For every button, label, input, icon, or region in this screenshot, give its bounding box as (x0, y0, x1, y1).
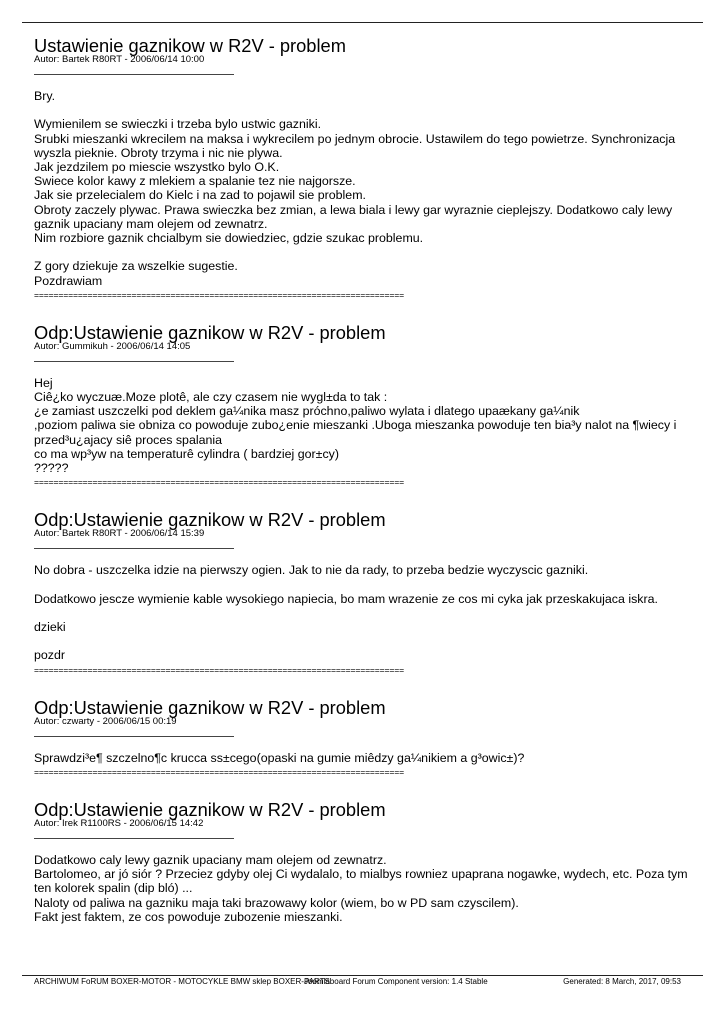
post-author-date: Autor: Gummikuh - 2006/06/14 14:05 (34, 340, 191, 352)
page-footer (34, 977, 691, 989)
post-body: Sprawdzi³e¶ szczelno¶c krucca ss±cego(opaski na gumie miêdzy ga¼nikiem a g³owic±)? (34, 750, 525, 765)
title-divider (34, 548, 234, 549)
post-title: Odp:Ustawienie gaznikow w R2V - problem (34, 696, 386, 718)
post-author-date: Autor: czwarty - 2006/06/15 00:19 (34, 715, 177, 727)
post-title: Odp:Ustawienie gaznikow w R2V - problem (34, 509, 386, 531)
post-separator: ============================================================================ (34, 477, 405, 488)
header-rule (22, 22, 703, 23)
title-divider (34, 74, 234, 75)
footer-component-version: Joomlaboard Forum Component version: 1.4 Stable (304, 977, 488, 986)
post-list (34, 37, 704, 924)
title-divider (34, 838, 234, 839)
post-body: Dodatkowo caly lewy gaznik upaciany mam olejem od zewnatrz. Bartolomeo, ar jó siór ? Przeciez gdyby olej Ci wydalalo, to mialbys rowniez upaprana nogawke, wydech, etc. Poza tym ten kolorek spalin (dip bló) ... Naloty od paliwa na gazniku maja taki brazowawy kolor (wiem, bo w PD sam czyscilem). Fakt jest faktem, ze cos powoduje zubozenie mieszanki. (34, 852, 688, 924)
post (34, 798, 704, 924)
post (34, 321, 704, 488)
post-author-date: Autor: Bartek R80RT - 2006/06/14 10:00 (34, 54, 205, 65)
post-title: Odp:Ustawienie gaznikow w R2V - problem (34, 798, 386, 820)
title-divider (34, 736, 234, 737)
footer-generated-date: Generated: 8 March, 2017, 09:53 (563, 977, 681, 986)
post-author-date: Autor: Irek R1100RS - 2006/06/15 14:42 (34, 817, 204, 829)
post (34, 511, 704, 674)
footer-site-name: ARCHIWUM FoRUM BOXER-MOTOR - MOTOCYKLE BMW sklep BOXER-PARTS (34, 977, 330, 986)
post-separator: ============================================================================ (34, 664, 405, 675)
post-separator: ============================================================================ (34, 766, 405, 777)
post-title: Ustawienie gaznikow w R2V - problem (34, 35, 346, 56)
footer-rule (22, 975, 703, 976)
post (34, 696, 704, 777)
post-body: No dobra - uszczelka idzie na pierwszy ogien. Jak to nie da rady, to przeba bedzie wyczyscic gazniki. Dodatkowo jescze wymienie kable wysokiego napiecia, bo mam wrazenie ze cos mi cyka jak przeskakujaca iskra. dzieki pozdr (34, 563, 658, 663)
post-title: Odp:Ustawienie gaznikow w R2V - problem (34, 321, 386, 343)
title-divider (34, 361, 234, 362)
post-author-date: Autor: Bartek R80RT - 2006/06/14 15:39 (34, 528, 205, 540)
post (34, 37, 704, 300)
post-separator: ============================================================================ (34, 289, 405, 300)
post-body: Bry. Wymienilem se swieczki i trzeba bylo ustwic gazniki. Srubki mieszanki wkrecilem na maksa i wykrecilem po jednym obrocie. Ustawilem do tego powietrze. Synchronizacja wyszla pieknie. Obroty trzyma i nic nie plywa. Jak jezdzilem po miescie wszystko bylo O.K. Swiece kolor kawy z mlekiem a spalanie tez nie najgorsze. Jak sie przelecialem do Kielc i na zad to pojawil sie problem. Obroty zaczely plywac. Prawa swieczka bez zmian, a lewa biala i lewy gar wyraznie cieplejszy. Dodatkowo caly lewy gaznik upaciany mam olejem od zewnatrz. Nim rozbiore gaznik chcialbym sie dowiedziec, gdzie szukac problemu. Z gory dziekuje za wszelkie sugestie. Pozdrawiam (34, 89, 676, 288)
post-body: Hej Ciê¿ko wyczuæ.Moze plotê, ale czy czasem nie wygl±da to tak : ¿e zamiast uszczelki pod deklem ga¼nika masz próchno,paliwo wylata i dlatego upaækany ga¼nik ,poziom paliwa sie obniza co powoduje zubo¿enie mieszanki .Uboga mieszanka powoduje ten bia³y nalot na ¶wiecy i przed³u¿ajacy siê proces spalania co ma wp³yw na temperaturê cylindra ( bardziej gor±cy) ????? (34, 375, 677, 476)
